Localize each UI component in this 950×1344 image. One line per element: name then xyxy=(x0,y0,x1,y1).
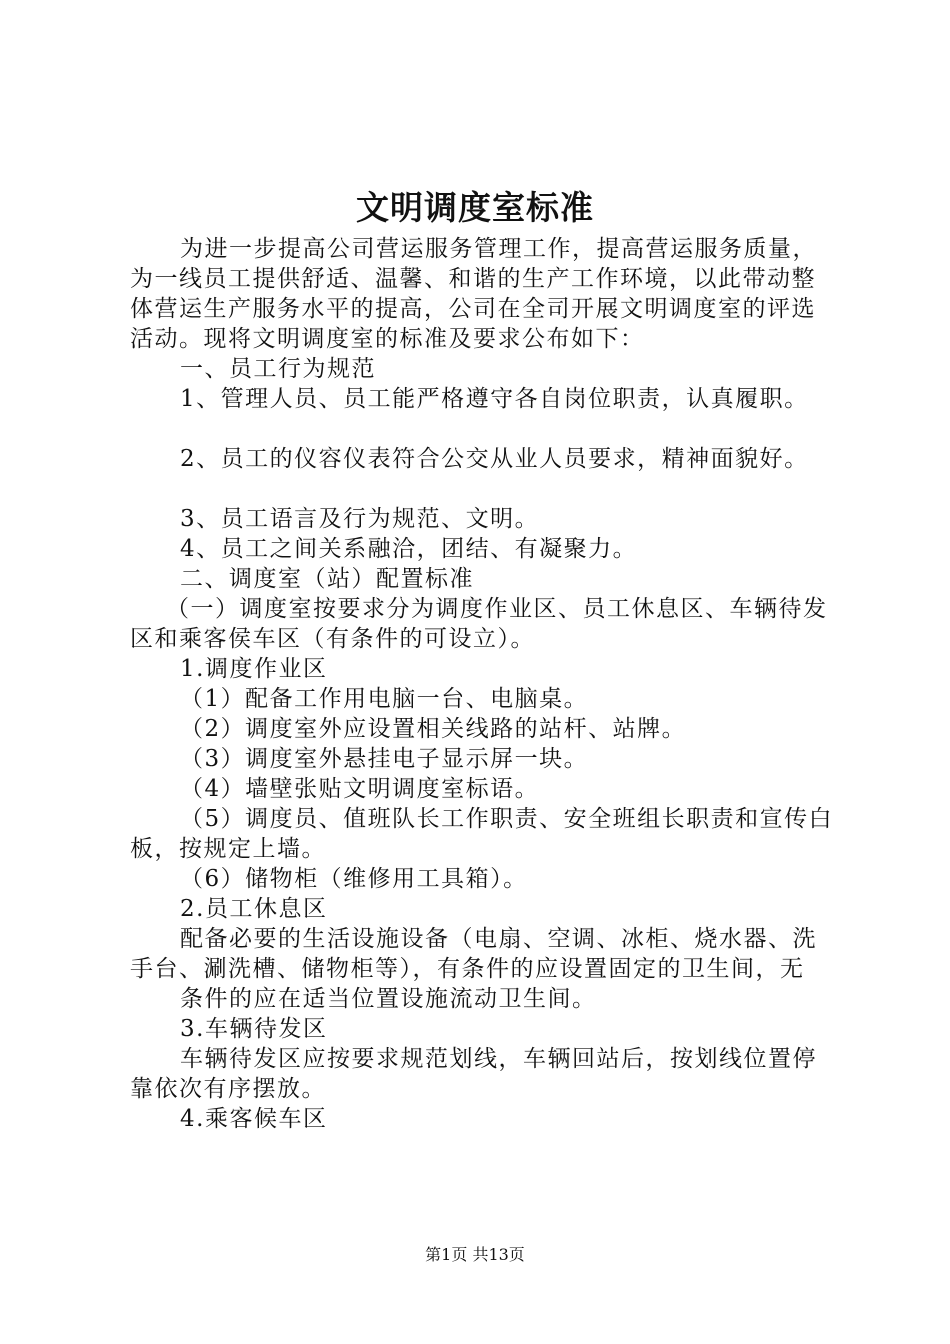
subsection-heading: 4.乘客候车区 xyxy=(180,1106,328,1132)
body-paragraph: 条件的应在适当位置设施流动卫生间。 xyxy=(180,986,597,1012)
list-item: 2、员工的仪容仪表符合公交从业人员要求，精神面貌好。 xyxy=(180,446,809,472)
body-paragraph: 配备必要的生活设施设备（电扇、空调、冰柜、烧水器、洗手台、涮洗槽、储物柜等），有条件的应设置固定的卫生间，无 xyxy=(130,926,817,982)
list-item: （6）储物柜（维修用工具箱）。 xyxy=(180,866,528,892)
list-item: （2）调度室外应设置相关线路的站杆、站牌。 xyxy=(180,716,687,742)
subsection-heading: 1.调度作业区 xyxy=(180,656,328,682)
list-item: 4、员工之间关系融洽，团结、有凝聚力。 xyxy=(180,536,638,562)
section-heading-2: 二、调度室（站）配置标准 xyxy=(180,566,474,592)
subsection-paragraph: （一）调度室按要求分为调度作业区、员工休息区、车辆待发区和乘客侯车区（有条件的可设立）。 xyxy=(130,596,828,652)
list-item: 1、管理人员、员工能严格遵守各自岗位职责，认真履职。 xyxy=(180,386,809,412)
section-heading-1: 一、员工行为规范 xyxy=(180,356,376,382)
subsection-heading: 3.车辆待发区 xyxy=(180,1016,328,1042)
document-body xyxy=(130,234,835,1134)
list-item: 3、员工语言及行为规范、文明。 xyxy=(180,506,540,532)
intro-paragraph: 为进一步提高公司营运服务管理工作，提高营运服务质量，为一线员工提供舒适、温馨、和谐的生产工作环境，以此带动整体营运生产服务水平的提高，公司在全司开展文明调度室的评选活动。现将文明调度室的标准及要求公布如下： xyxy=(130,236,817,352)
list-item: （3）调度室外悬挂电子显示屏一块。 xyxy=(180,746,589,772)
page-number-footer: 第1页 共13页 xyxy=(425,1245,525,1264)
list-item: （5）调度员、值班队长工作职责、安全班组长职责和宣传白板，按规定上墙。 xyxy=(130,806,834,862)
document-title: 文明调度室标准 xyxy=(356,188,594,227)
list-item: （4）墙壁张贴文明调度室标语。 xyxy=(180,776,540,802)
body-paragraph: 车辆待发区应按要求规范划线，车辆回站后，按划线位置停靠依次有序摆放。 xyxy=(130,1046,817,1102)
list-item: （1）配备工作用电脑一台、电脑桌。 xyxy=(180,686,589,712)
subsection-heading: 2.员工休息区 xyxy=(180,896,328,922)
